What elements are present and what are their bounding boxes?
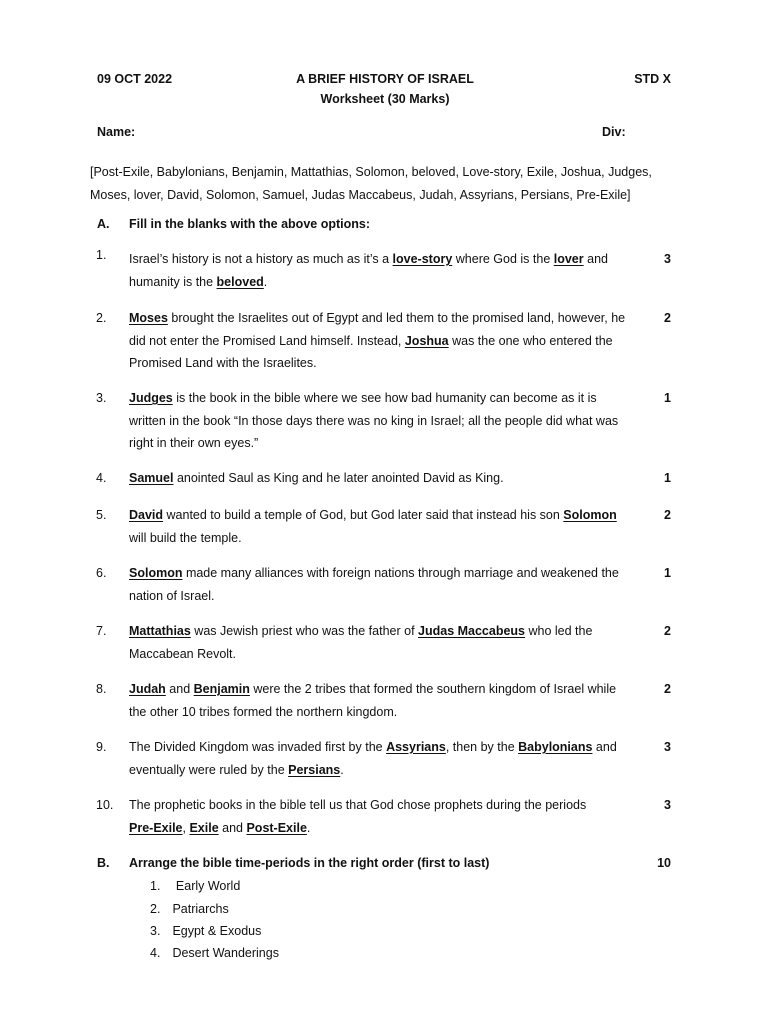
standard-label: STD X bbox=[634, 72, 671, 86]
question-marks: 3 bbox=[664, 798, 671, 812]
question-text-part: was the one who entered the bbox=[448, 333, 613, 348]
question-text-part: where God is the bbox=[452, 252, 554, 266]
name-label: Name: bbox=[97, 125, 136, 139]
question-text-part: . bbox=[306, 820, 311, 835]
list-item-text: Egypt & Exodus bbox=[172, 924, 262, 938]
question-text-part: anointed Saul as King and he later anointed David as King. bbox=[173, 471, 504, 485]
answer-mattathias: Mattathias bbox=[129, 624, 191, 638]
question-text-part: Maccabean Revolt. bbox=[129, 646, 237, 661]
question-text bbox=[129, 307, 629, 375]
question-text-part: wanted to build a temple of God, but God later said that instead his son bbox=[163, 508, 564, 522]
question-marks: 3 bbox=[664, 740, 671, 754]
question-marks: 1 bbox=[664, 471, 671, 485]
question-text-part: written in the book “In those days there was no king in Israel; all the people did what was bbox=[129, 413, 619, 428]
worksheet-subtitle: Worksheet (30 Marks) bbox=[320, 92, 450, 106]
question-text bbox=[129, 504, 629, 549]
answer-moses: Moses bbox=[129, 311, 168, 325]
section-b-letter: B. bbox=[97, 856, 110, 870]
question-text bbox=[129, 467, 629, 490]
answer-david: David bbox=[129, 508, 164, 522]
options-line-1: [Post-Exile, Babylonians, Benjamin, Mattathias, Solomon, beloved, Love-story, Exile, Joshua, Judges, bbox=[90, 165, 652, 179]
list-item-number: 1. bbox=[150, 879, 161, 893]
question-text-part: eventually were ruled by the bbox=[129, 762, 289, 777]
question-number: 10. bbox=[96, 798, 114, 812]
list-item-text: Patriarchs bbox=[172, 902, 229, 916]
question-text-part: brought the Israelites out of Egypt and led them to the promised land, however, he bbox=[167, 311, 626, 325]
section-b-title: Arrange the bible time-periods in the right order (first to last) bbox=[129, 856, 490, 870]
question-marks: 2 bbox=[664, 311, 671, 325]
question-text-part: nation of Israel. bbox=[129, 588, 215, 603]
question-text-part: humanity is the bbox=[129, 274, 217, 289]
question-number: 7. bbox=[96, 624, 107, 638]
list-item bbox=[150, 942, 279, 965]
answer-samuel: Samuel bbox=[129, 471, 174, 485]
answer-love-story: love-story bbox=[392, 252, 453, 266]
question-text-part: made many alliances with foreign nations through marriage and weakened the bbox=[182, 566, 619, 580]
list-item-text: Desert Wanderings bbox=[172, 946, 279, 960]
question-marks: 3 bbox=[664, 252, 671, 266]
section-b-marks: 10 bbox=[657, 856, 671, 870]
list-item-text: Early World bbox=[172, 879, 241, 893]
answer-persians: Persians bbox=[288, 762, 341, 777]
question-text bbox=[129, 562, 629, 607]
question-text bbox=[129, 794, 629, 839]
question-number: 1. bbox=[96, 248, 107, 262]
answer-solomon: Solomon bbox=[129, 566, 183, 580]
question-text-part: . bbox=[263, 274, 268, 289]
question-text bbox=[129, 678, 629, 723]
list-item bbox=[150, 875, 240, 898]
question-text-part: Promised Land with the Israelites. bbox=[129, 356, 317, 370]
question-text-part: was Jewish priest who was the father of bbox=[190, 624, 419, 638]
question-marks: 2 bbox=[664, 624, 671, 638]
question-marks: 2 bbox=[664, 682, 671, 696]
question-marks: 1 bbox=[664, 566, 671, 580]
options-line-2: Moses, lover, David, Solomon, Samuel, Judas Maccabeus, Judah, Assyrians, Persians, Pre-Exile] bbox=[90, 188, 631, 202]
question-text-part: and bbox=[583, 252, 608, 266]
question-text bbox=[129, 620, 629, 665]
question-text-part: and bbox=[592, 740, 617, 754]
question-text bbox=[129, 387, 629, 455]
question-text-part: The prophetic books in the bible tell us that God chose prophets during the periods bbox=[129, 798, 587, 812]
question-text-part: , then by the bbox=[445, 740, 519, 754]
worksheet-title: A BRIEF HISTORY OF ISRAEL bbox=[296, 72, 474, 86]
question-number: 8. bbox=[96, 682, 107, 696]
question-text-part: were the 2 tribes that formed the southern kingdom of Israel while bbox=[249, 682, 617, 696]
question-text-part: and bbox=[165, 682, 194, 696]
question-text bbox=[129, 248, 629, 293]
question-text-part: , bbox=[182, 820, 190, 835]
question-number: 2. bbox=[96, 311, 107, 325]
question-text-part: and bbox=[218, 820, 247, 835]
question-text-part: who led the bbox=[525, 624, 593, 638]
list-item-number: 2. bbox=[150, 902, 161, 916]
answer-pre-exile: Pre-Exile bbox=[129, 820, 183, 835]
question-text-part: is the book in the bible where we see how bad humanity can become as it is bbox=[172, 391, 597, 405]
answer-joshua: Joshua bbox=[404, 333, 449, 348]
div-label: Div: bbox=[602, 125, 626, 139]
answer-judah: Judah bbox=[129, 682, 166, 696]
question-text-part: right in their own eyes.” bbox=[129, 436, 259, 450]
question-number: 4. bbox=[96, 471, 107, 485]
question-text-part: Israel’s history is not a history as much as it’s a bbox=[129, 252, 393, 266]
answer-lover: lover bbox=[553, 252, 584, 266]
question-text-part: will build the temple. bbox=[129, 530, 242, 545]
question-number: 5. bbox=[96, 508, 107, 522]
question-text-part: . bbox=[340, 762, 344, 777]
question-marks: 2 bbox=[664, 508, 671, 522]
section-a-letter: A. bbox=[97, 217, 110, 231]
list-item bbox=[150, 898, 229, 921]
answer-solomon: Solomon bbox=[563, 508, 617, 522]
answer-judges: Judges bbox=[129, 391, 173, 405]
question-number: 9. bbox=[96, 740, 107, 754]
question-number: 6. bbox=[96, 566, 107, 580]
answer-exile: Exile bbox=[189, 820, 219, 835]
list-item-number: 3. bbox=[150, 924, 161, 938]
answer-benjamin: Benjamin bbox=[193, 682, 250, 696]
answer-assyrians: Assyrians bbox=[386, 740, 446, 754]
question-text-part: the other 10 tribes formed the northern kingdom. bbox=[129, 704, 398, 719]
answer-judas-maccabeus: Judas Maccabeus bbox=[418, 624, 526, 638]
question-number: 3. bbox=[96, 391, 107, 405]
answer-beloved: beloved bbox=[216, 274, 264, 289]
question-text-part: The Divided Kingdom was invaded first by the bbox=[129, 740, 387, 754]
question-text-part: did not enter the Promised Land himself. Instead, bbox=[129, 333, 405, 348]
worksheet-date: 09 OCT 2022 bbox=[97, 72, 173, 86]
answer-babylonians: Babylonians bbox=[518, 740, 593, 754]
answer-post-exile: Post-Exile bbox=[246, 820, 307, 835]
list-item-number: 4. bbox=[150, 946, 161, 960]
list-item bbox=[150, 920, 261, 943]
question-marks: 1 bbox=[664, 391, 671, 405]
question-text bbox=[129, 736, 629, 781]
section-a-title: Fill in the blanks with the above options: bbox=[129, 217, 370, 231]
